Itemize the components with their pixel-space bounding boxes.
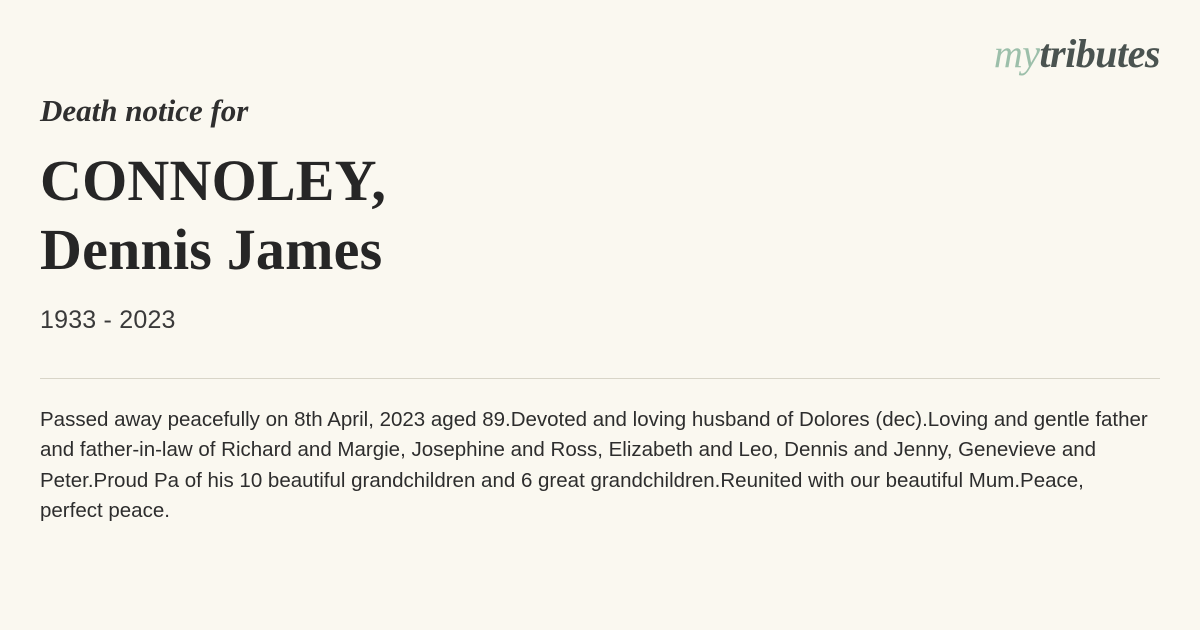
notice-body-text: Passed away peacefully on 8th April, 2023 aged 89.Devoted and loving husband of Dolores (dec).Loving and gentle father and father-in-law of Richard and Margie, Josephine and Ross, Elizabeth and Leo, Dennis and Jenny, Genevieve and Peter.Proud Pa of his 10 beautiful grandchildren and 6 great grandchildren.Reunited with our beautiful Mum.Peace, perfect peace. — [40, 408, 1148, 523]
section-divider — [40, 378, 1160, 379]
deceased-surname: CONNOLEY, — [40, 148, 387, 214]
logo-text-my: my — [993, 31, 1040, 76]
life-years: 1933 - 2023 — [40, 306, 176, 335]
notice-eyebrow: Death notice for — [40, 93, 249, 128]
deceased-name — [40, 147, 1160, 284]
notice-content — [40, 0, 1160, 526]
logo-text-tributes: tributes — [1039, 31, 1160, 76]
deceased-given-names: Dennis James — [40, 216, 383, 282]
